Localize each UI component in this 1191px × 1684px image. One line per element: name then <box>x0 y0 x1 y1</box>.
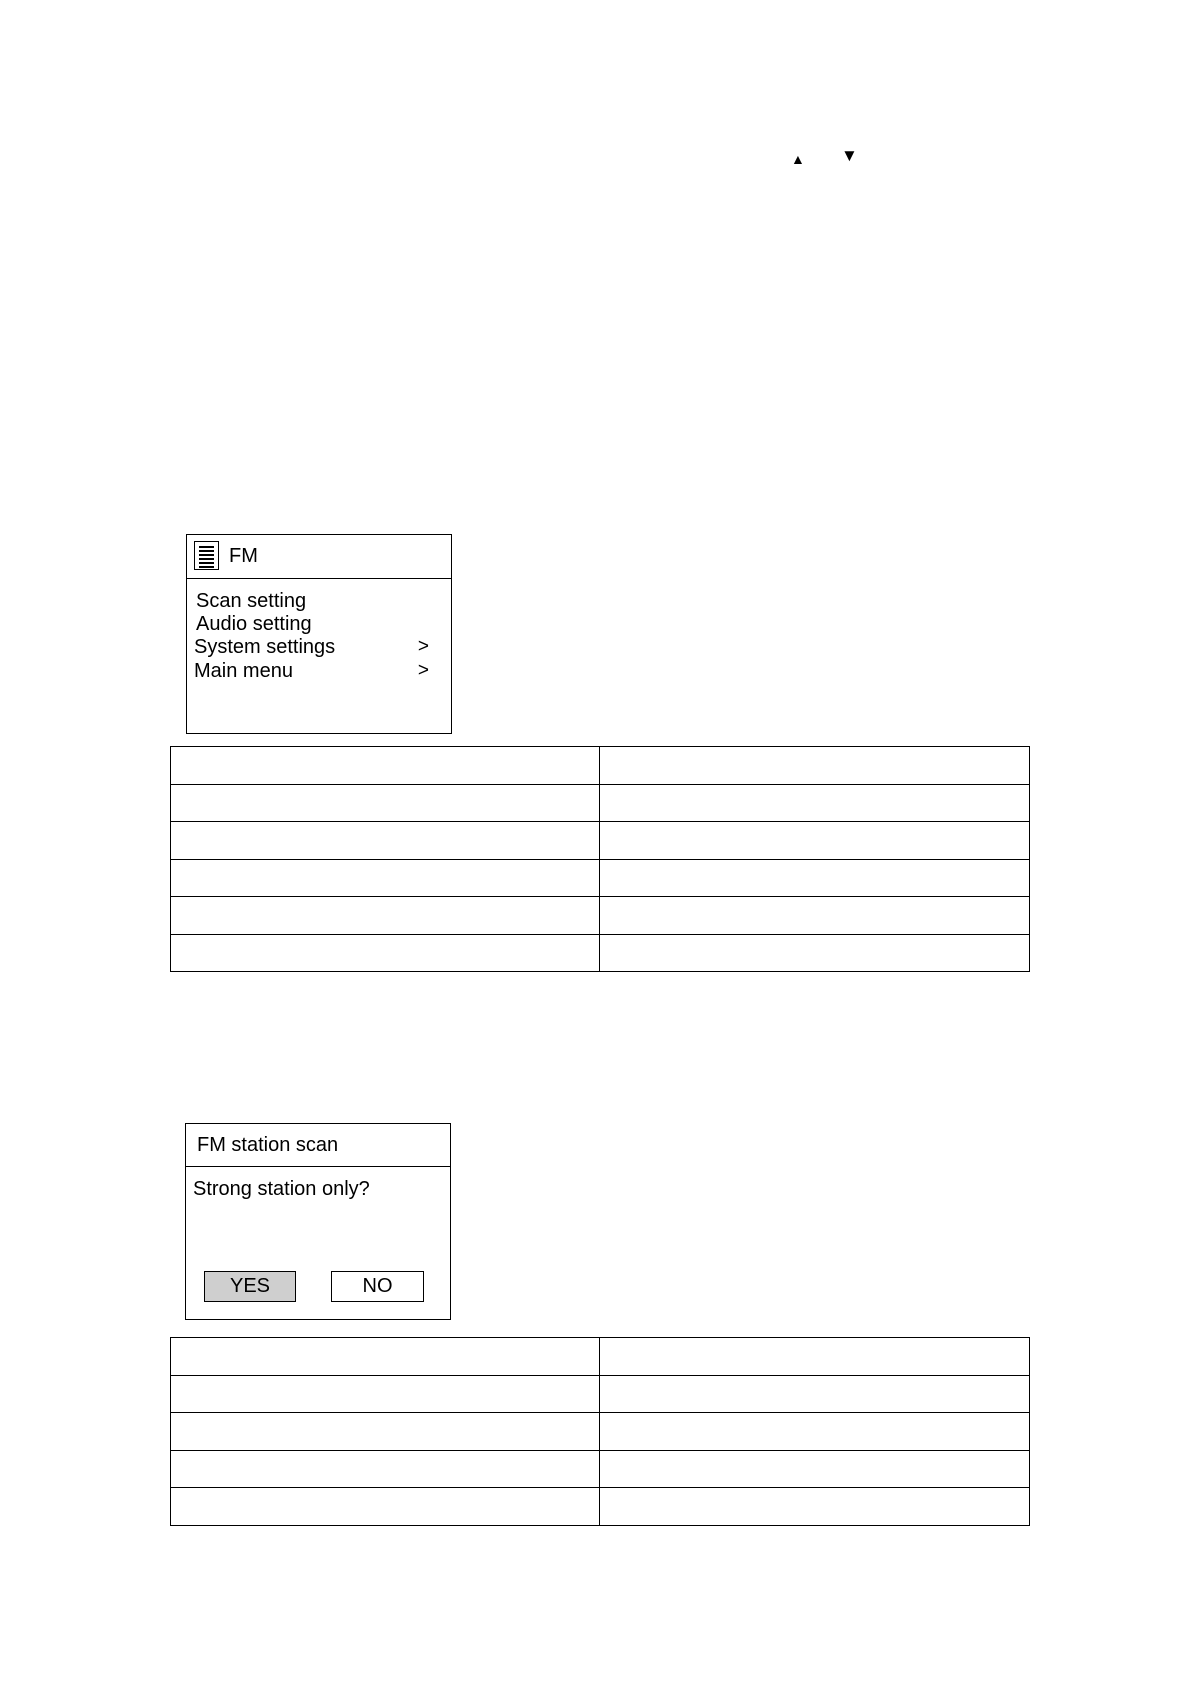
scan-question: Strong station only? <box>193 1178 370 1200</box>
menu-item-system-settings[interactable]: System settings <box>194 636 336 658</box>
table-row <box>171 1338 1030 1376</box>
menu-list-icon <box>194 541 219 570</box>
down-arrow-icon: ▼ <box>841 146 858 165</box>
settings-table-2 <box>170 1337 1030 1526</box>
table-row <box>171 1450 1030 1488</box>
chevron-right-icon: > <box>417 660 429 681</box>
no-button[interactable]: NO <box>331 1271 424 1302</box>
fm-menu-header <box>187 535 451 579</box>
table-row <box>171 897 1030 935</box>
menu-item-audio-setting[interactable]: Audio setting <box>196 613 312 635</box>
table-row <box>171 822 1030 860</box>
fm-scan-header <box>186 1124 450 1167</box>
fm-menu-screen <box>186 534 452 734</box>
yes-button[interactable]: YES <box>204 1271 296 1302</box>
table-row <box>171 859 1030 897</box>
table-row <box>171 784 1030 822</box>
fm-scan-title: FM station scan <box>197 1134 339 1156</box>
table-row <box>171 1375 1030 1413</box>
fm-menu-title: FM <box>229 545 258 567</box>
up-arrow-icon: ▲ <box>791 151 805 167</box>
menu-item-scan-setting[interactable]: Scan setting <box>196 590 307 612</box>
chevron-right-icon: > <box>417 636 429 657</box>
table-row <box>171 934 1030 972</box>
table-row <box>171 1488 1030 1526</box>
table-row <box>171 1413 1030 1451</box>
menu-item-main-menu[interactable]: Main menu <box>194 660 293 682</box>
table-row <box>171 747 1030 785</box>
fm-scan-screen <box>185 1123 451 1320</box>
settings-table-1 <box>170 746 1030 972</box>
